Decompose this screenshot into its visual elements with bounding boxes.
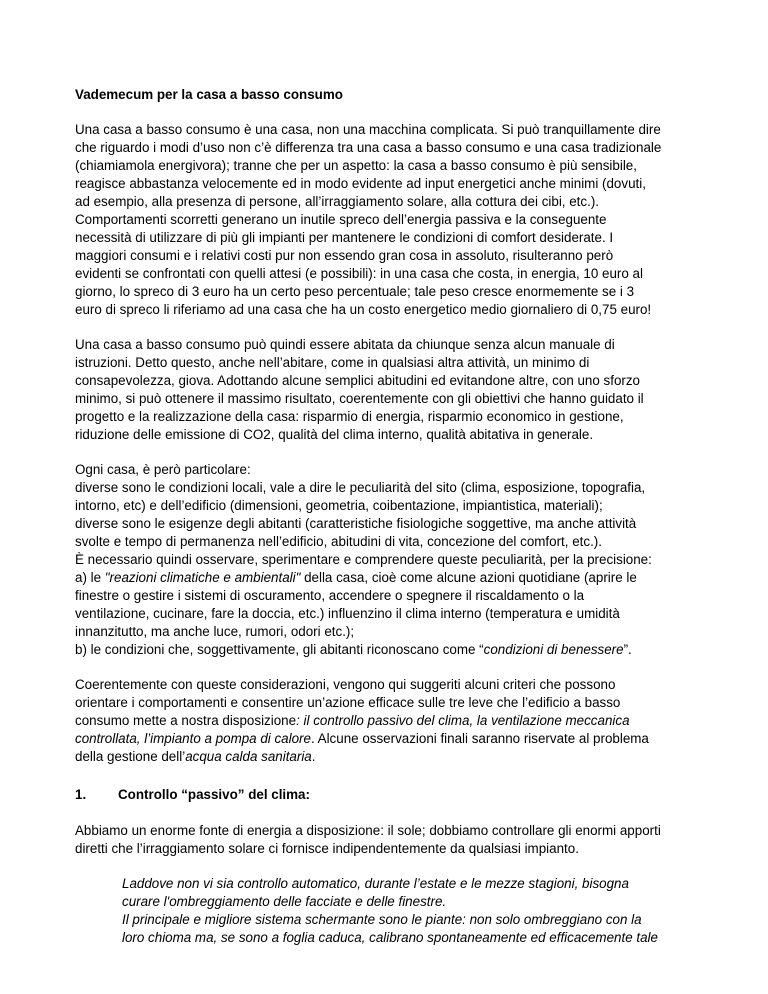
paragraph-intro <box>75 121 698 319</box>
quote-line: Il principale e migliore sistema schermante sono le piante: non solo ombreggiano con la <box>122 912 642 927</box>
paragraph-line: Abbiamo un enorme fonte di energia a disposizione: il sole; dobbiamo controllare gli enormi apporti <box>75 823 661 838</box>
paragraph-line: innanzitutto, ma anche luce, rumori, odori etc.); <box>75 624 355 639</box>
paragraph-line: orientare i comportamenti e consentire un’azione efficace sulle tre leve che l’edificio a basso <box>75 695 621 710</box>
text-emphasis: : il controllo passivo del clima, la ventilazione meccanica <box>296 713 630 728</box>
paragraph-line: ad esempio, alla presenza di persone, all’irraggiamento solare, alla cottura dei cibi, etc.). <box>75 194 600 209</box>
paragraph-peculiarities <box>75 461 698 659</box>
paragraph-line: minimo, si può ottenere il massimo risultato, coerentemente con gli obiettivi che hanno guidato il <box>75 391 644 406</box>
quote-line: Laddove non vi sia controllo automatico, durante l’estate e le mezze stagioni, bisogna <box>122 876 629 891</box>
paragraph-line: È necessario quindi osservare, sperimentare e comprendere queste peculiarità, per la precisione: <box>75 552 652 567</box>
list-item-a-emphasis: "reazioni climatiche e ambientali" <box>104 570 301 585</box>
paragraph-line: finestre o gestire i sistemi di oscuramento, accendere o spegnere il riscaldamento o la <box>75 588 585 603</box>
paragraph-line: Ogni casa, è però particolare: <box>75 462 251 477</box>
paragraph-line: istruzioni. Detto questo, anche nell’abitare, come in qualsiasi altra attività, un minimo di <box>75 355 590 370</box>
paragraph-line: riduzione delle emissione di CO2, qualità del clima interno, qualità abitativa in generale. <box>75 427 594 442</box>
section-number: 1. <box>75 787 87 802</box>
section-title: Controllo “passivo” del clima: <box>118 787 310 802</box>
text-plain: della gestione dell’ <box>75 749 186 764</box>
paragraph-line: reagisce abbastanza velocemente ed in modo evidente ad input energetici anche minimi (dovuti, <box>75 176 646 191</box>
paragraph-line: Coerentemente con queste considerazioni, vengono qui suggeriti alcuni criteri che possono <box>75 677 616 692</box>
list-item-b-emphasis: condizioni di benessere <box>483 642 624 657</box>
document-title: Vademecum per la casa a basso consumo <box>75 87 343 102</box>
paragraph-criteria <box>75 676 698 766</box>
paragraph-line: progetto e la realizzazione della casa: risparmio di energia, risparmio economico in gestione, <box>75 409 624 424</box>
paragraph-line: ventilazione, cucinare, fare la doccia, etc.) influenzino il clima interno (temperatura e umidità <box>75 606 620 621</box>
list-item-a-rest: della casa, cioè come alcune azioni quotidiane (aprire le <box>300 570 637 585</box>
paragraph-line: maggiori consumi e i relativi costi pur non essendo gran cosa in assoluto, risulteranno però <box>75 248 614 263</box>
paragraph-line: necessità di utilizzare di più gli impianti per mantenere le condizioni di comfort desiderate. I <box>75 230 614 245</box>
paragraph-line: Una casa a basso consumo è una casa, non una macchina complicata. Si può tranquillamente dire <box>75 122 661 137</box>
paragraph-line: diverse sono le condizioni locali, vale a dire le peculiarità del sito (clima, esposizione, topografia, <box>75 480 646 495</box>
list-item-a-prefix: a) le <box>75 570 105 585</box>
text-plain: consumo mette a nostra disposizione <box>75 713 297 728</box>
paragraph-line: Comportamenti scorretti generano un inutile spreco dell’energia passiva e la conseguente <box>75 212 607 227</box>
paragraph-line: svolte e tempo di permanenza nell’edificio, abitudini di vita, concezione del comfort, etc.). <box>75 534 602 549</box>
list-item-a <box>75 569 698 587</box>
quote-line: loro chioma ma, se sono a foglia caduca, calibrano spontaneamente ed efficacemente tale <box>122 930 658 945</box>
indented-quote <box>122 875 698 947</box>
paragraph-line: diretti che l’irraggiamento solare ci fornisce indipendentemente da qualsiasi impianto. <box>75 841 579 856</box>
paragraph-line: diverse sono le esigenze degli abitanti (caratteristiche fisiologiche soggettive, ma anche attività <box>75 516 637 531</box>
paragraph-line <box>75 748 698 766</box>
paragraph-line: giorno, lo spreco di 3 euro ha un certo peso percentuale; tale peso cresce enormemente se i 3 <box>75 284 635 299</box>
paragraph-line: Una casa a basso consumo può quindi essere abitata da chiunque senza alcun manuale di <box>75 337 615 352</box>
paragraph-line: intorno, etc) e dell’edificio (dimensioni, geometria, coibentazione, impiantistica, materiali); <box>75 498 603 513</box>
text-emphasis: acqua calda sanitaria <box>185 749 312 764</box>
list-item-b-suffix: ”. <box>623 642 632 657</box>
paragraph-line: consapevolezza, giova. Adottando alcune semplici abitudini ed evitandone altre, con uno sforzo <box>75 373 641 388</box>
text-emphasis: controllata, l’impianto a pompa di calore <box>75 731 311 746</box>
paragraph-line: che riguardo i modi d’uso non c’è differenza tra una casa a basso consumo e una casa tradizionale <box>75 140 662 155</box>
list-item-b-prefix: b) le condizioni che, soggettivamente, gli abitanti riconoscano come “ <box>75 642 484 657</box>
paragraph-line: (chiamiamola energivora); tranne che per un aspetto: la casa a basso consumo è più sensibile, <box>75 158 637 173</box>
paragraph-line <box>75 712 698 730</box>
section-intro <box>75 822 698 858</box>
paragraph-line: evidenti se confrontati con quelli attesi (e possibili): in una casa che costa, in energia, 10 euro al <box>75 266 643 281</box>
quote-line: curare l'ombreggiamento delle facciate e delle finestre. <box>122 894 447 909</box>
paragraph-usage <box>75 336 698 444</box>
list-item-b <box>75 641 698 659</box>
text-plain: . Alcune osservazioni finali saranno riservate al problema <box>310 731 649 746</box>
section-heading <box>75 786 698 804</box>
text-plain: . <box>311 749 316 764</box>
paragraph-line: euro di spreco li riferiamo ad una casa che ha un costo energetico medio giornaliero di 0,75 euro! <box>75 302 652 317</box>
paragraph-line <box>75 730 698 748</box>
